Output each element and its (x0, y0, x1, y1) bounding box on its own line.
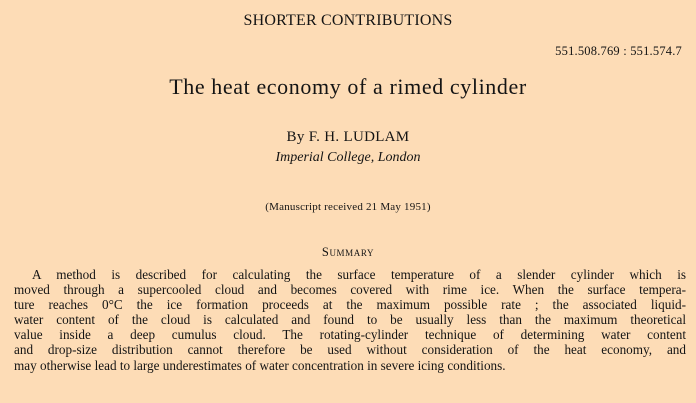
udc-classification: 551.508.769 : 551.574.7 (555, 44, 682, 58)
manuscript-received-date: (Manuscript received 21 May 1951) (265, 201, 431, 213)
author-line: By F. H. LUDLAM (286, 129, 410, 145)
summary-paragraph (14, 267, 686, 373)
summary-line: ture reaches 0°C the ice formation proceeds at the maximum possible rate ; the associated liquid- (14, 297, 686, 313)
summary-heading: Summary (321, 245, 375, 259)
summary-line: may otherwise lead to large underestimates of water concentration in severe icing conditions. (14, 357, 506, 373)
summary-line: and drop-size distribution cannot therefore be used without consideration of the heat economy, and (14, 342, 686, 358)
summary-line: A method is described for calculating the surface temperature of a slender cylinder which is (32, 267, 686, 282)
article-title: The heat economy of a rimed cylinder (169, 74, 527, 99)
author-affiliation: Imperial College, London (275, 150, 421, 165)
summary-line: moved through a supercooled cloud and becomes covered with rime ice. When the surface tempera- (14, 282, 686, 298)
summary-line: water content of the cloud is calculated and found to be usually less than the maximum theoretical (14, 312, 686, 328)
section-heading: SHORTER CONTRIBUTIONS (243, 12, 453, 29)
summary-line: value inside a deep cumulus cloud. The rotating-cylinder technique of determining water content (14, 327, 686, 343)
